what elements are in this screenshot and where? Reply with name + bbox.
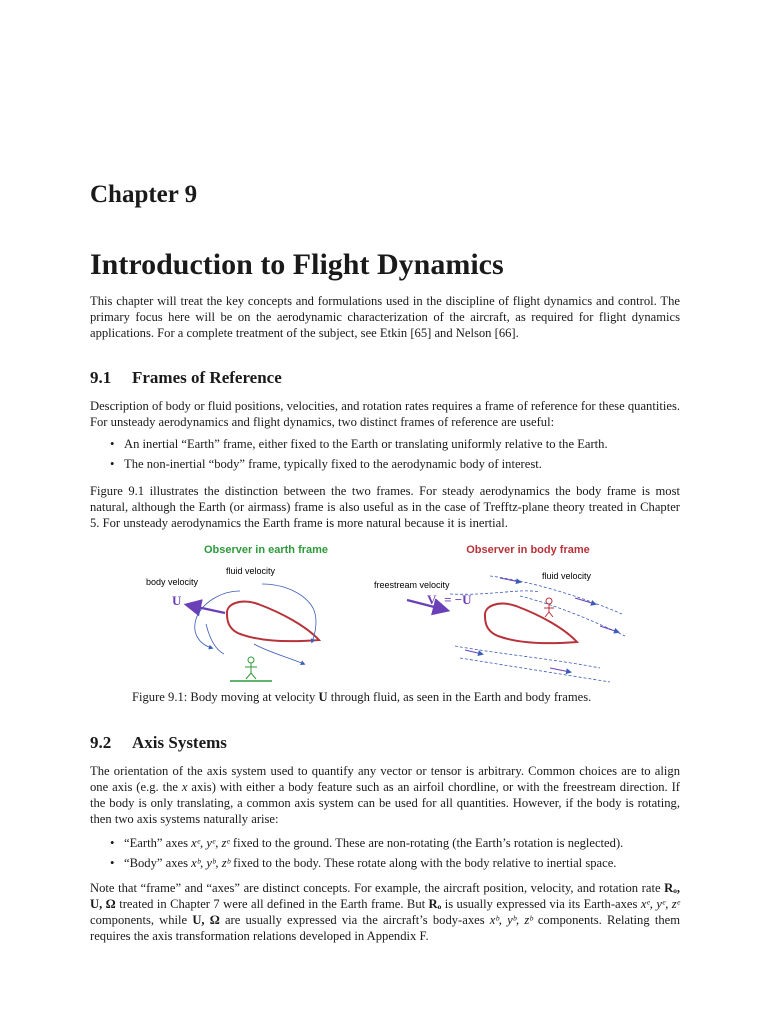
axis-bullet-list xyxy=(90,833,680,873)
streamline xyxy=(206,624,224,654)
list-item: • An inertial “Earth” frame, either fixed to the Earth or translating uniformly relative to the Earth. xyxy=(90,434,680,454)
intro-paragraph: This chapter will treat the key concepts and formulations used in the discipline of flight dynamics and control. The primary focus here will be on the aerodynamic characterization of the aircraft, as required for flight dynamics applications. For a complete treatment of the subject, see Etkin [65] and Nelson [66]. xyxy=(90,294,680,340)
section-title: Frames of Reference xyxy=(132,368,282,387)
body-velocity-label: body velocity xyxy=(146,577,199,587)
section-number: 9.2 xyxy=(90,733,112,752)
frames-paragraph-2: Figure 9.1 illustrates the distinction between the two frames. For steady aerodynamics the body frame is most natural, although the Earth (or airmass) frame is also useful as in the case of Trefftz-plane theory treated in Chapter 5. For unsteady aerodynamics the Earth frame is more natural because it is inertial. xyxy=(90,484,680,530)
list-item: • The non-inertial “body” frame, typically fixed to the aerodynamic body of interest. xyxy=(90,454,680,474)
body-frame-panel xyxy=(374,571,625,682)
freestream-velocity-label: freestream velocity xyxy=(374,580,450,590)
chapter-label: Chapter 9 xyxy=(90,181,198,208)
list-item: • “Body” axes xᵇ, yᵇ, zᵇ fixed to the body. These rotate along with the body relative to inertial space. xyxy=(90,853,680,873)
earth-frame-panel xyxy=(146,566,319,681)
frames-bullet-list xyxy=(90,434,680,474)
u-symbol: U xyxy=(172,593,182,608)
section-title: Axis Systems xyxy=(132,733,227,752)
velocity-vectors-right xyxy=(465,578,618,672)
streamline xyxy=(195,591,240,648)
right-panel-title: Observer in body frame xyxy=(466,544,590,556)
body-observer-icon xyxy=(544,598,554,617)
frames-paragraph-1: Description of body or fluid positions, velocities, and rotation rates requires a frame of reference for these quantities. For unsteady aerodynamics and flight dynamics, two distinct frames of reference are useful: xyxy=(90,399,680,429)
chapter-title: Introduction to Flight Dynamics xyxy=(90,248,504,281)
figure-caption: Figure 9.1: Body moving at velocity U through fluid, as seen in the Earth and body frames. xyxy=(132,690,592,704)
earth-observer-icon xyxy=(230,657,272,681)
axis-paragraph-2: Note that “frame” and “axes” are distinct concepts. For example, the aircraft position, velocity, and rotation rate Rₒ, U, Ω treated in Chapter 7 were all defined in the Earth frame. But Rₒ is usually expressed via its Earth-axes xᵉ, yᵉ, zᵉ components, while U, Ω are usually expressed via the aircraft’s body-axes xᵇ, yᵇ, zᵇ components. Relating them requires the axis transformation relations developed in Appendix F. xyxy=(90,881,680,943)
fluid-velocity-label: fluid velocity xyxy=(226,566,276,576)
list-item: • “Earth” axes xᵉ, yᵉ, zᵉ fixed to the ground. These are non-rotating (the Earth’s rotation is neglected). xyxy=(90,833,680,853)
streamlines-right xyxy=(450,576,625,682)
bullet-icon: • xyxy=(110,856,115,870)
axis-paragraph-1: The orientation of the axis system used to quantify any vector or tensor is arbitrary. Common choices are to align one axis (e.g. the x axis) with either a body feature such as an airfoil chordline, or with the freestream direction. If the body is only translating, a common axis system can be used for all quantities. However, if the body is rotating, then two axis systems naturally arise: xyxy=(90,764,680,826)
figure-9-1 xyxy=(0,536,768,686)
fluid-velocity-label-right: fluid velocity xyxy=(542,571,592,581)
bullet-icon: • xyxy=(110,437,115,451)
section-9-2-heading xyxy=(90,733,227,753)
body-velocity-arrow xyxy=(188,605,225,613)
v-inf-symbol: $V_\infty = -U$ xyxy=(427,592,472,609)
bullet-icon: • xyxy=(110,457,115,471)
streamline xyxy=(262,584,316,642)
bullet-icon: • xyxy=(110,836,115,850)
left-panel-title: Observer in earth frame xyxy=(203,544,329,556)
airfoil xyxy=(227,602,319,642)
section-9-1-heading xyxy=(90,368,282,388)
section-number: 9.1 xyxy=(90,368,112,387)
streamline xyxy=(254,644,304,664)
